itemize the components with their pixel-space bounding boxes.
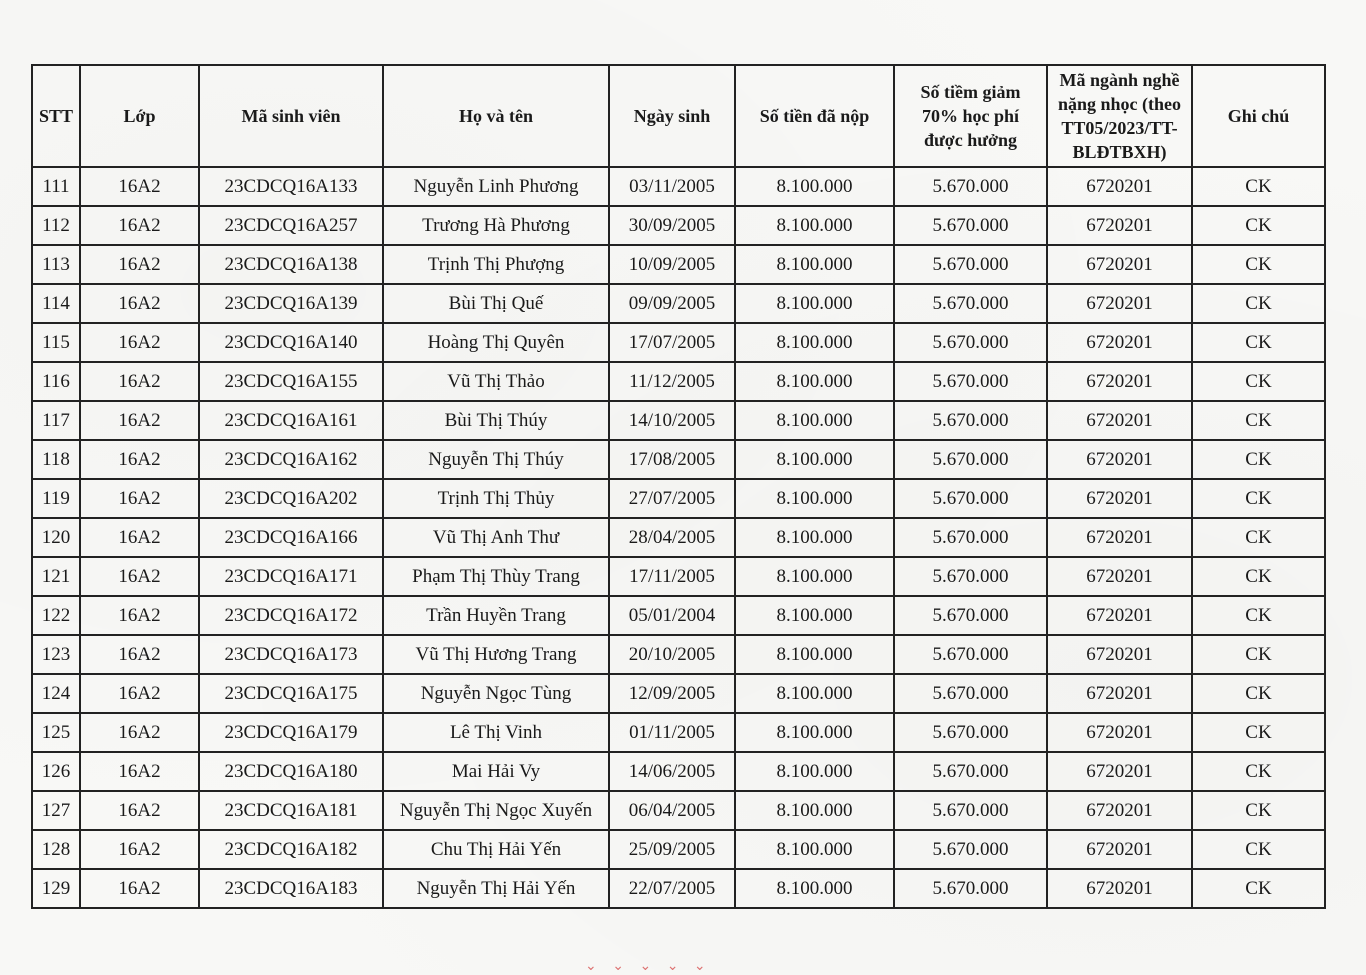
cell-stt: 117 — [32, 401, 80, 440]
cell-discount-amount: 5.670.000 — [894, 167, 1047, 206]
cell-stt: 127 — [32, 791, 80, 830]
header-discount-amount: Số tiềm giảm 70% học phí được hưởng — [894, 65, 1047, 167]
cell-occupation-code: 6720201 — [1047, 401, 1192, 440]
cell-note: CK — [1192, 596, 1325, 635]
cell-note: CK — [1192, 518, 1325, 557]
cell-amount-paid: 8.100.000 — [735, 596, 894, 635]
cell-note: CK — [1192, 362, 1325, 401]
cell-occupation-code: 6720201 — [1047, 479, 1192, 518]
cell-note: CK — [1192, 284, 1325, 323]
cell-discount-amount: 5.670.000 — [894, 557, 1047, 596]
cell-note: CK — [1192, 479, 1325, 518]
cell-birth-date: 27/07/2005 — [609, 479, 735, 518]
cell-student-id: 23CDCQ16A171 — [199, 557, 383, 596]
table-row — [32, 479, 1325, 518]
table-row — [32, 713, 1325, 752]
cell-class: 16A2 — [80, 323, 199, 362]
cell-occupation-code: 6720201 — [1047, 791, 1192, 830]
cell-stt: 124 — [32, 674, 80, 713]
cell-full-name: Bùi Thị Thúy — [383, 401, 609, 440]
header-note: Ghi chú — [1192, 65, 1325, 167]
cell-note: CK — [1192, 830, 1325, 869]
cell-note: CK — [1192, 206, 1325, 245]
table-row — [32, 323, 1325, 362]
header-student-id: Mã sinh viên — [199, 65, 383, 167]
cell-student-id: 23CDCQ16A166 — [199, 518, 383, 557]
cell-discount-amount: 5.670.000 — [894, 323, 1047, 362]
cell-occupation-code: 6720201 — [1047, 752, 1192, 791]
cell-full-name: Vũ Thị Anh Thư — [383, 518, 609, 557]
cell-occupation-code: 6720201 — [1047, 596, 1192, 635]
table-row — [32, 440, 1325, 479]
cell-stt: 126 — [32, 752, 80, 791]
cell-amount-paid: 8.100.000 — [735, 518, 894, 557]
table-row — [32, 830, 1325, 869]
cell-discount-amount: 5.670.000 — [894, 869, 1047, 908]
cell-student-id: 23CDCQ16A182 — [199, 830, 383, 869]
cell-student-id: 23CDCQ16A155 — [199, 362, 383, 401]
cell-student-id: 23CDCQ16A175 — [199, 674, 383, 713]
cell-full-name: Lê Thị Vinh — [383, 713, 609, 752]
cell-birth-date: 11/12/2005 — [609, 362, 735, 401]
cell-amount-paid: 8.100.000 — [735, 791, 894, 830]
table-row — [32, 518, 1325, 557]
header-occupation-code: Mã ngành nghề nặng nhọc (theo TT05/2023/TT-BLĐTBXH) — [1047, 65, 1192, 167]
cell-student-id: 23CDCQ16A162 — [199, 440, 383, 479]
cell-student-id: 23CDCQ16A179 — [199, 713, 383, 752]
cell-full-name: Nguyễn Thị Hải Yến — [383, 869, 609, 908]
cell-class: 16A2 — [80, 206, 199, 245]
cell-note: CK — [1192, 674, 1325, 713]
cell-amount-paid: 8.100.000 — [735, 752, 894, 791]
cell-discount-amount: 5.670.000 — [894, 674, 1047, 713]
header-amount-paid: Số tiền đã nộp — [735, 65, 894, 167]
cell-class: 16A2 — [80, 284, 199, 323]
cell-stt: 119 — [32, 479, 80, 518]
cell-amount-paid: 8.100.000 — [735, 245, 894, 284]
cell-full-name: Trương Hà Phương — [383, 206, 609, 245]
cell-amount-paid: 8.100.000 — [735, 557, 894, 596]
cell-amount-paid: 8.100.000 — [735, 362, 894, 401]
cell-birth-date: 20/10/2005 — [609, 635, 735, 674]
header-lop: Lớp — [80, 65, 199, 167]
cell-amount-paid: 8.100.000 — [735, 713, 894, 752]
cell-full-name: Mai Hải Vy — [383, 752, 609, 791]
table-row — [32, 635, 1325, 674]
cell-discount-amount: 5.670.000 — [894, 791, 1047, 830]
table-row — [32, 206, 1325, 245]
header-full-name: Họ và tên — [383, 65, 609, 167]
cell-full-name: Nguyễn Thị Ngọc Xuyến — [383, 791, 609, 830]
cell-student-id: 23CDCQ16A181 — [199, 791, 383, 830]
cell-discount-amount: 5.670.000 — [894, 284, 1047, 323]
cell-stt: 116 — [32, 362, 80, 401]
cell-amount-paid: 8.100.000 — [735, 167, 894, 206]
student-fee-table — [31, 64, 1326, 909]
cell-stt: 128 — [32, 830, 80, 869]
cell-full-name: Nguyễn Ngọc Tùng — [383, 674, 609, 713]
cell-birth-date: 30/09/2005 — [609, 206, 735, 245]
cell-full-name: Chu Thị Hải Yến — [383, 830, 609, 869]
cell-discount-amount: 5.670.000 — [894, 245, 1047, 284]
cell-note: CK — [1192, 401, 1325, 440]
cell-amount-paid: 8.100.000 — [735, 401, 894, 440]
cell-amount-paid: 8.100.000 — [735, 323, 894, 362]
cell-class: 16A2 — [80, 635, 199, 674]
cell-full-name: Hoàng Thị Quyên — [383, 323, 609, 362]
cell-birth-date: 17/07/2005 — [609, 323, 735, 362]
cell-full-name: Trần Huyền Trang — [383, 596, 609, 635]
cell-amount-paid: 8.100.000 — [735, 869, 894, 908]
cell-stt: 123 — [32, 635, 80, 674]
table-row — [32, 245, 1325, 284]
cell-birth-date: 28/04/2005 — [609, 518, 735, 557]
cell-student-id: 23CDCQ16A161 — [199, 401, 383, 440]
cell-note: CK — [1192, 245, 1325, 284]
cell-stt: 121 — [32, 557, 80, 596]
cell-birth-date: 25/09/2005 — [609, 830, 735, 869]
cell-amount-paid: 8.100.000 — [735, 479, 894, 518]
cell-note: CK — [1192, 167, 1325, 206]
cell-stt: 112 — [32, 206, 80, 245]
cell-class: 16A2 — [80, 674, 199, 713]
cell-full-name: Nguyễn Thị Thúy — [383, 440, 609, 479]
cell-amount-paid: 8.100.000 — [735, 830, 894, 869]
cell-discount-amount: 5.670.000 — [894, 401, 1047, 440]
table-row — [32, 167, 1325, 206]
cell-student-id: 23CDCQ16A138 — [199, 245, 383, 284]
cell-amount-paid: 8.100.000 — [735, 206, 894, 245]
cell-discount-amount: 5.670.000 — [894, 596, 1047, 635]
cell-note: CK — [1192, 791, 1325, 830]
cell-full-name: Trịnh Thị Thủy — [383, 479, 609, 518]
cell-amount-paid: 8.100.000 — [735, 284, 894, 323]
cell-class: 16A2 — [80, 167, 199, 206]
cell-full-name: Trịnh Thị Phượng — [383, 245, 609, 284]
cell-class: 16A2 — [80, 830, 199, 869]
header-birth-date: Ngày sinh — [609, 65, 735, 167]
cell-class: 16A2 — [80, 245, 199, 284]
cell-occupation-code: 6720201 — [1047, 518, 1192, 557]
cell-note: CK — [1192, 440, 1325, 479]
cell-occupation-code: 6720201 — [1047, 440, 1192, 479]
cell-occupation-code: 6720201 — [1047, 713, 1192, 752]
cell-occupation-code: 6720201 — [1047, 323, 1192, 362]
cell-amount-paid: 8.100.000 — [735, 440, 894, 479]
cell-birth-date: 09/09/2005 — [609, 284, 735, 323]
cell-student-id: 23CDCQ16A183 — [199, 869, 383, 908]
cell-occupation-code: 6720201 — [1047, 557, 1192, 596]
header-row — [32, 65, 1325, 167]
cell-stt: 129 — [32, 869, 80, 908]
cell-student-id: 23CDCQ16A202 — [199, 479, 383, 518]
cell-birth-date: 14/10/2005 — [609, 401, 735, 440]
cell-discount-amount: 5.670.000 — [894, 362, 1047, 401]
cell-class: 16A2 — [80, 401, 199, 440]
cell-note: CK — [1192, 323, 1325, 362]
cell-stt: 114 — [32, 284, 80, 323]
cell-note: CK — [1192, 752, 1325, 791]
header-stt: STT — [32, 65, 80, 167]
cell-note: CK — [1192, 869, 1325, 908]
cell-discount-amount: 5.670.000 — [894, 479, 1047, 518]
cell-stt: 113 — [32, 245, 80, 284]
cell-discount-amount: 5.670.000 — [894, 518, 1047, 557]
cell-birth-date: 17/08/2005 — [609, 440, 735, 479]
cell-discount-amount: 5.670.000 — [894, 635, 1047, 674]
cell-note: CK — [1192, 557, 1325, 596]
cell-stt: 120 — [32, 518, 80, 557]
cell-student-id: 23CDCQ16A139 — [199, 284, 383, 323]
cell-discount-amount: 5.670.000 — [894, 440, 1047, 479]
cell-amount-paid: 8.100.000 — [735, 635, 894, 674]
cell-stt: 111 — [32, 167, 80, 206]
cell-full-name: Nguyễn Linh Phương — [383, 167, 609, 206]
cell-class: 16A2 — [80, 869, 199, 908]
table-row — [32, 752, 1325, 791]
table-row — [32, 362, 1325, 401]
cell-stt: 122 — [32, 596, 80, 635]
cell-occupation-code: 6720201 — [1047, 362, 1192, 401]
cell-student-id: 23CDCQ16A180 — [199, 752, 383, 791]
table-row — [32, 401, 1325, 440]
cell-birth-date: 06/04/2005 — [609, 791, 735, 830]
table-row — [32, 596, 1325, 635]
cell-occupation-code: 6720201 — [1047, 635, 1192, 674]
cell-discount-amount: 5.670.000 — [894, 206, 1047, 245]
cell-birth-date: 05/01/2004 — [609, 596, 735, 635]
table-row — [32, 869, 1325, 908]
cell-birth-date: 03/11/2005 — [609, 167, 735, 206]
cell-birth-date: 10/09/2005 — [609, 245, 735, 284]
cell-class: 16A2 — [80, 479, 199, 518]
cell-class: 16A2 — [80, 791, 199, 830]
cell-occupation-code: 6720201 — [1047, 830, 1192, 869]
cell-occupation-code: 6720201 — [1047, 167, 1192, 206]
cell-class: 16A2 — [80, 440, 199, 479]
cell-class: 16A2 — [80, 362, 199, 401]
cell-full-name: Vũ Thị Thảo — [383, 362, 609, 401]
table-body — [32, 167, 1325, 908]
cell-student-id: 23CDCQ16A133 — [199, 167, 383, 206]
cell-discount-amount: 5.670.000 — [894, 830, 1047, 869]
cell-full-name: Phạm Thị Thùy Trang — [383, 557, 609, 596]
cell-note: CK — [1192, 635, 1325, 674]
table-row — [32, 791, 1325, 830]
table-row — [32, 674, 1325, 713]
cell-class: 16A2 — [80, 518, 199, 557]
cell-birth-date: 12/09/2005 — [609, 674, 735, 713]
cell-note: CK — [1192, 713, 1325, 752]
cell-discount-amount: 5.670.000 — [894, 713, 1047, 752]
cell-birth-date: 17/11/2005 — [609, 557, 735, 596]
cell-full-name: Vũ Thị Hương Trang — [383, 635, 609, 674]
table-row — [32, 557, 1325, 596]
cell-occupation-code: 6720201 — [1047, 206, 1192, 245]
cell-stt: 115 — [32, 323, 80, 362]
cell-student-id: 23CDCQ16A140 — [199, 323, 383, 362]
cell-class: 16A2 — [80, 752, 199, 791]
cell-occupation-code: 6720201 — [1047, 284, 1192, 323]
cell-stt: 118 — [32, 440, 80, 479]
cell-birth-date: 22/07/2005 — [609, 869, 735, 908]
table-row — [32, 284, 1325, 323]
cell-class: 16A2 — [80, 596, 199, 635]
cell-occupation-code: 6720201 — [1047, 869, 1192, 908]
cell-student-id: 23CDCQ16A257 — [199, 206, 383, 245]
cell-student-id: 23CDCQ16A173 — [199, 635, 383, 674]
cell-class: 16A2 — [80, 713, 199, 752]
table-header — [32, 65, 1325, 167]
cell-full-name: Bùi Thị Quế — [383, 284, 609, 323]
cell-discount-amount: 5.670.000 — [894, 752, 1047, 791]
cell-occupation-code: 6720201 — [1047, 245, 1192, 284]
cell-birth-date: 14/06/2005 — [609, 752, 735, 791]
red-stamp-fragment: ⌄ ⌄ ⌄ ⌄ ⌄ — [585, 959, 712, 974]
cell-stt: 125 — [32, 713, 80, 752]
cell-student-id: 23CDCQ16A172 — [199, 596, 383, 635]
cell-occupation-code: 6720201 — [1047, 674, 1192, 713]
cell-class: 16A2 — [80, 557, 199, 596]
cell-amount-paid: 8.100.000 — [735, 674, 894, 713]
cell-birth-date: 01/11/2005 — [609, 713, 735, 752]
